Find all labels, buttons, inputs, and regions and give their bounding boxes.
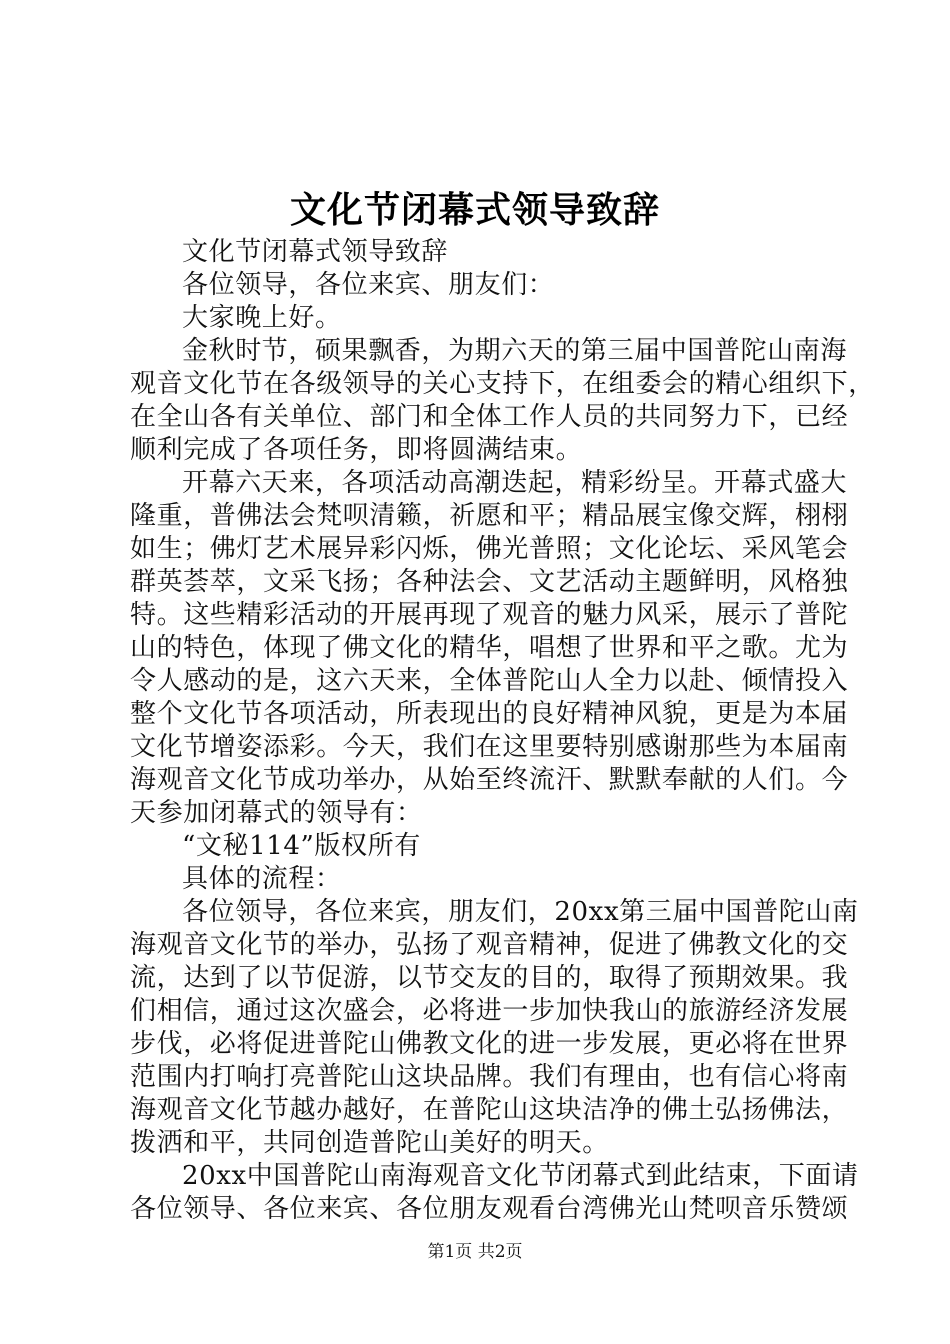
body-line: 群英荟萃，文采飞扬；各种法会、文艺活动主题鲜明，风格独	[130, 567, 849, 597]
body-line: 海观音文化节越办越好，在普陀山这块洁净的佛土弘扬佛法，	[130, 1095, 849, 1125]
body-line: 隆重，普佛法会梵呗清籁，祈愿和平；精品展宝像交辉，栩栩	[130, 501, 849, 531]
body-line: 观音文化节在各级领导的关心支持下，在组委会的精心组织下，	[130, 369, 875, 399]
body-line: 步伐，必将促进普陀山佛教文化的进一步发展，更必将在世界	[130, 1029, 849, 1059]
body-line: 顺利完成了各项任务，即将圆满结束。	[130, 435, 583, 465]
body-line: 特。这些精彩活动的开展再现了观音的魅力风采，展示了普陀	[130, 600, 849, 630]
body-line: 范围内打响打亮普陀山这块品牌。我们有理由，也有信心将南	[130, 1062, 849, 1092]
document-title: 文化节闭幕式领导致辞	[289, 189, 660, 231]
body-line: 拨洒和平，共同创造普陀山美好的明天。	[130, 1128, 609, 1158]
body-line: 20xx中国普陀山南海观音文化节闭幕式到此结束，下面请	[182, 1161, 859, 1191]
body-line: 文化节闭幕式领导致辞	[182, 237, 449, 267]
body-line: 海观音文化节成功举办，从始至终流汗、默默奉献的人们。今	[130, 765, 849, 795]
body-line: 们相信，通过这次盛会，必将进一步加快我山的旅游经济发展	[130, 996, 849, 1026]
body-line: 开幕六天来，各项活动高潮迭起，精彩纷呈。开幕式盛大	[182, 468, 848, 498]
body-line: 整个文化节各项活动，所表现出的良好精神风貌，更是为本届	[130, 699, 849, 729]
body-line: 金秋时节，硕果飘香，为期六天的第三届中国普陀山南海	[182, 336, 848, 366]
body-line: 各位领导，各位来宾、朋友们：	[182, 270, 555, 300]
body-line: 天参加闭幕式的领导有：	[130, 798, 423, 828]
body-line: 流，达到了以节促游，以节交友的目的，取得了预期效果。我	[130, 963, 849, 993]
body-line: 在全山各有关单位、部门和全体工作人员的共同努力下，已经	[130, 402, 849, 432]
body-line: 海观音文化节的举办，弘扬了观音精神，促进了佛教文化的交	[130, 930, 849, 960]
body-line: “文秘114”版权所有	[182, 831, 421, 861]
body-line: 各位领导，各位来宾，朋友们，20xx第三届中国普陀山南	[182, 897, 859, 927]
body-line: 如生；佛灯艺术展异彩闪烁，佛光普照；文化论坛、采风笔会	[130, 534, 849, 564]
body-line: 山的特色，体现了佛文化的精华，唱想了世界和平之歌。尤为	[130, 633, 849, 663]
body-line: 各位领导、各位来宾、各位朋友观看台湾佛光山梵呗音乐赞颂	[130, 1194, 849, 1224]
body-line: 大家晚上好。	[182, 303, 342, 333]
body-line: 文化节增姿添彩。今天，我们在这里要特别感谢那些为本届南	[130, 732, 849, 762]
page-number-footer: 第1页 共2页	[427, 1242, 523, 1262]
body-line: 令人感动的是，这六天来，全体普陀山人全力以赴、倾情投入	[130, 666, 849, 696]
document-body	[130, 236, 875, 1226]
body-line: 具体的流程：	[182, 864, 342, 894]
